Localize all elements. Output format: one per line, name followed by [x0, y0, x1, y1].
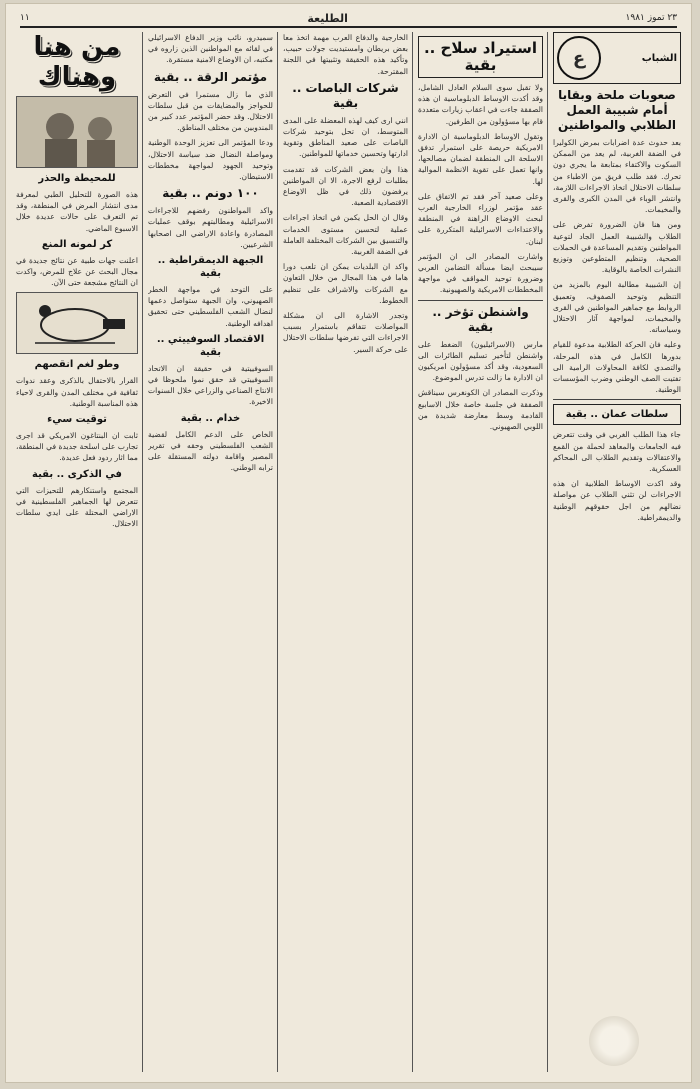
story-title: الجبهة الديمقراطية .. بقية [157, 255, 264, 280]
item-title: وطو لغم انقصهم [34, 359, 120, 371]
item-paragraph: ثابت ان البنتاغون الامريكي قد اجرى تجارب على اسلحة جديدة في المنطقة، مما اثار ردود فعل عديدة. [16, 431, 138, 463]
story-paragraph: السوفييتية في حقيقة ان الاتحاد السوفييتي قد حقق نموا ملحوظا في الانتاج الصناعي والزراعي خلال السنوات الاخيرة. [148, 363, 273, 407]
story-paragraph: واكد المواطنون رفضهم للاجراءات الاسرائيلية ومطالبتهم بوقف عمليات المصادرة واعادة الاراضي الى اصحابها الشرعيين. [148, 206, 273, 249]
divider [553, 399, 681, 400]
story-paragraph: واكد ان البلديات يمكن ان تلعب دورا هاما في هذا المجال من خلال التعاون مع الشركات والاشراف على تنظيم الخطوط. [283, 262, 408, 305]
column-rule [142, 32, 143, 1072]
story-paragraph: جاء هذا الطلب الغربي في وقت تتعرض فيه الجامعات والمعاهد لحملة من القمع والاعتقالات وتقديم الطلاب الى المحاكم العسكرية. [553, 430, 681, 474]
story-title: ١٠٠ دونم .. بقية [162, 186, 259, 201]
item-paragraph: القرار بالاحتفال بالذكرى وعقد ندوات ثقافية في مختلف المدن والقرى لاحياء هذه المناسبة الوطنية. [16, 376, 138, 408]
story-title: خدام .. بقية [180, 412, 241, 424]
header-section: الطليعة [307, 11, 348, 25]
article-paragraph: ومن هنا فان الضرورة تفرض على الطلاب والشبيبة العمل الجاد لتوعية المواطنين وتقديم المساعدة في الحملات الصحية، وتنظيم المتطوعين وتوزيع النشرات الخاصة بالوقاية. [553, 220, 681, 275]
header-date: ٢٣ تموز ١٩٨١ [625, 13, 677, 23]
section-label: الشباب [641, 52, 677, 64]
section-banner [553, 32, 681, 84]
page-header [20, 10, 677, 28]
cartoon-illustration [16, 292, 138, 354]
article-paragraph: واشارت المصادر الى ان المؤتمر سيبحث ايضا مسألة التضامن العربي وضرورة توحيد المواقف في مواجهة المخططات الامريكية والصهيونية. [418, 251, 543, 295]
story-paragraph: وذكرت المصادر ان الكونغرس سيناقش الصفقة في جلسة خاصة خلال الاسابيع القادمة وسط معارضة شديدة من اللوبي الصهيوني. [418, 388, 543, 432]
item-title: كر لمونه المنع [41, 238, 113, 250]
column-rule [547, 32, 548, 1072]
news-photo [16, 96, 138, 168]
column-rule [412, 32, 413, 1072]
article-paragraph: ولا تقبل سوى السلام العادل الشامل، وقد أكدت الاوساط الدبلوماسية ان هذه الصفقة جاءت في اعقاب زيارات متعددة قام بها مسؤولون من الطرفين. [418, 83, 543, 126]
column-4 [148, 32, 273, 1074]
column-5 [16, 32, 138, 1074]
story-paragraph: وقد اكدت الاوساط الطلابية ان هذه الاجراءات لن تثني الطلاب عن مواصلة نضالهم من اجل حقوقهم الوطنية والديمقراطية. [553, 479, 681, 522]
article-paragraph: وعلى صعيد آخر فقد تم الاتفاق على عقد مؤتمر لوزراء الخارجية العرب لبحث الاوضاع الراهنة في المنطقة والاعتداءات الاسرائيلية المتكررة على لبنان. [418, 191, 543, 246]
story-paragraph: على التوحد في مواجهة الخطر الصهيوني، وان الجبهة ستواصل دعمها لنضال الشعب الفلسطيني حتى تحقيق اهدافه الوطنية. [148, 285, 273, 328]
story-title: مؤتمر الرقة .. بقية [153, 69, 268, 84]
story-paragraph: الخاص على الدعم الكامل لقضية الشعب الفلسطيني وحقه في تقرير المصير واقامة دولته المستقلة على ترابه الوطني. [148, 429, 273, 473]
divider [418, 300, 543, 301]
article-title: صعوبات ملحة وبقايا أمام شبيبة العمل الطلابي والمواطنين [558, 88, 676, 132]
newspaper-page [6, 4, 691, 1082]
column-1 [553, 32, 681, 1074]
story-paragraph: هذا وان بعض الشركات قد تقدمت بطلبات لرفع الاجرة، الا ان المواطنين يرفضون ذلك في ظل الاوضاع الاقتصادية الصعبة. [283, 164, 408, 208]
article-paragraph: وتقول الاوساط الدبلوماسية ان الادارة الامريكية حريصة على استمرار تدفق الاسلحة الى المنطقة لضمان مصالحها، وانها تعمل على تقوية الانظمة الموالية لها. [418, 131, 543, 186]
story-paragraph: ودعا المؤتمر الى تعزيز الوحدة الوطنية ومواصلة النضال ضد سياسة الاحتلال، وتوحيد الجهود لمواجهة مخططات الاستيطان. [148, 138, 273, 182]
article-paragraph: إن الشبيبة مطالبة اليوم بالمزيد من التنظيم وتوحيد الصفوف، وتعميق الروابط مع جماهير المواطنين في القرى والمخيمات، لمواجهة آثار الاحتلال وسياساته. [553, 280, 681, 335]
article-paragraph: بعد حدوث عدة اضرابات بمرض الكوليرا في الضفة الغربية، لم يعد من الممكن السكوت والاكتفاء بمتابعة ما يجري دون تحرك. فقد طلب فريق من الاطباء من سلطات الاحتلال اتخاذ الاجراءات اللازمة، وانتشر الوباء في المدن الكبرى والقرى والمخيمات. [553, 138, 681, 215]
story-paragraph: مارس (الاسرائيليون) الضغط على واشنطن لتأخير تسليم الطائرات الى السعودية، وقد أكد مسؤولون امريكيون ان الادارة ما زالت تدرس الموضوع. [418, 339, 543, 383]
item-paragraph: اعلنت جهات طبية عن نتائج جديدة في مجال البحث عن علاج للمرض، واكدت ان النتائج مشجعة حتى الآن. [16, 255, 138, 288]
article-paragraph: وعليه فان الحركة الطلابية مدعوة للقيام بدورها الكامل في هذه المرحلة، والتصدي لكافة المحاولات الرامية الى تفتيت الصف الوطني وضرب المؤسسات الوطنية. [553, 340, 681, 395]
article-title: استيراد سلاح .. بقية [418, 36, 543, 78]
story-title: شركات الباصات .. بقية [292, 80, 399, 110]
story-title: الاقتصاد السوفييتي .. بقية [156, 333, 265, 358]
masthead-title: من هنا وهناك [33, 32, 121, 92]
story-title: سلطات عمان .. بقية [553, 404, 681, 425]
article-paragraph: سميدرو، نائب وزير الدفاع الاسرائيلي في لقائه مع المواطنين الذين زاروه في مكتبه، ان الاوضاع الامنية مستقرة. [148, 33, 273, 65]
item-paragraph: هذه الصورة للتحليل الطبي لمعرفة مدى انتشار المرض في المنطقة، وقد تم التعرف على حالات عديدة خلال الاسبوع الماضي. [16, 190, 138, 233]
story-paragraph: الذي ما زال مستمرا في التعرض للحواجز والمضايقات من قبل سلطات الاحتلال. وقد حضر المؤتمر عدد كبير من المندوبين من مختلف المناطق. [148, 89, 273, 133]
library-stamp [589, 1016, 639, 1066]
cartoon-icon [16, 293, 137, 353]
item-title: توقيت سيء [47, 414, 107, 426]
item-title: في الذكرى .. بقية [32, 468, 122, 480]
item-title: للمحيطة والحذر [38, 173, 116, 184]
column-2 [418, 32, 543, 1074]
article-paragraph: الخارجية والدفاع العرب مهمة اتخذ معا بعض بريطان وامستيديت جولات حبيب، وتأكيد هذه الحقيقة وتثبيتها في اللجنة المقترحة. [283, 33, 408, 76]
column-rule [277, 32, 278, 1072]
story-paragraph: انني ارى كيف لهذه المعضلة على المدى المتوسط، ان تحل بتوحيد شركات الباصات على صعيد المناطق وتقوية ادارتها وتحسين خدماتها للمواطنين. [283, 115, 408, 159]
item-paragraph: المجتمع واستنكارهم للتحيزات التي تتعرض لها الجماهير الفلسطينية في الاراضي المحتلة على ايدي سلطات الاحتلال. [16, 485, 138, 529]
story-paragraph: وتجدر الاشارة الى ان مشكلة المواصلات تتفاقم باستمرار بسبب الاجراءات التي تفرضها سلطات الاحتلال على حركة السير. [283, 311, 408, 354]
story-title: واشنطن تؤخر .. بقية [432, 304, 529, 334]
section-logo: ع [557, 36, 601, 80]
header-page-number: ١١ [20, 13, 30, 23]
photo-illustration [16, 97, 137, 167]
column-3 [283, 32, 408, 1074]
story-paragraph: وقال ان الحل يكمن في اتخاذ اجراءات عملية لتحسين مستوى الخدمات والتنسيق بين الشركات المختلفة العاملة في الضفة الغربية. [283, 213, 408, 257]
